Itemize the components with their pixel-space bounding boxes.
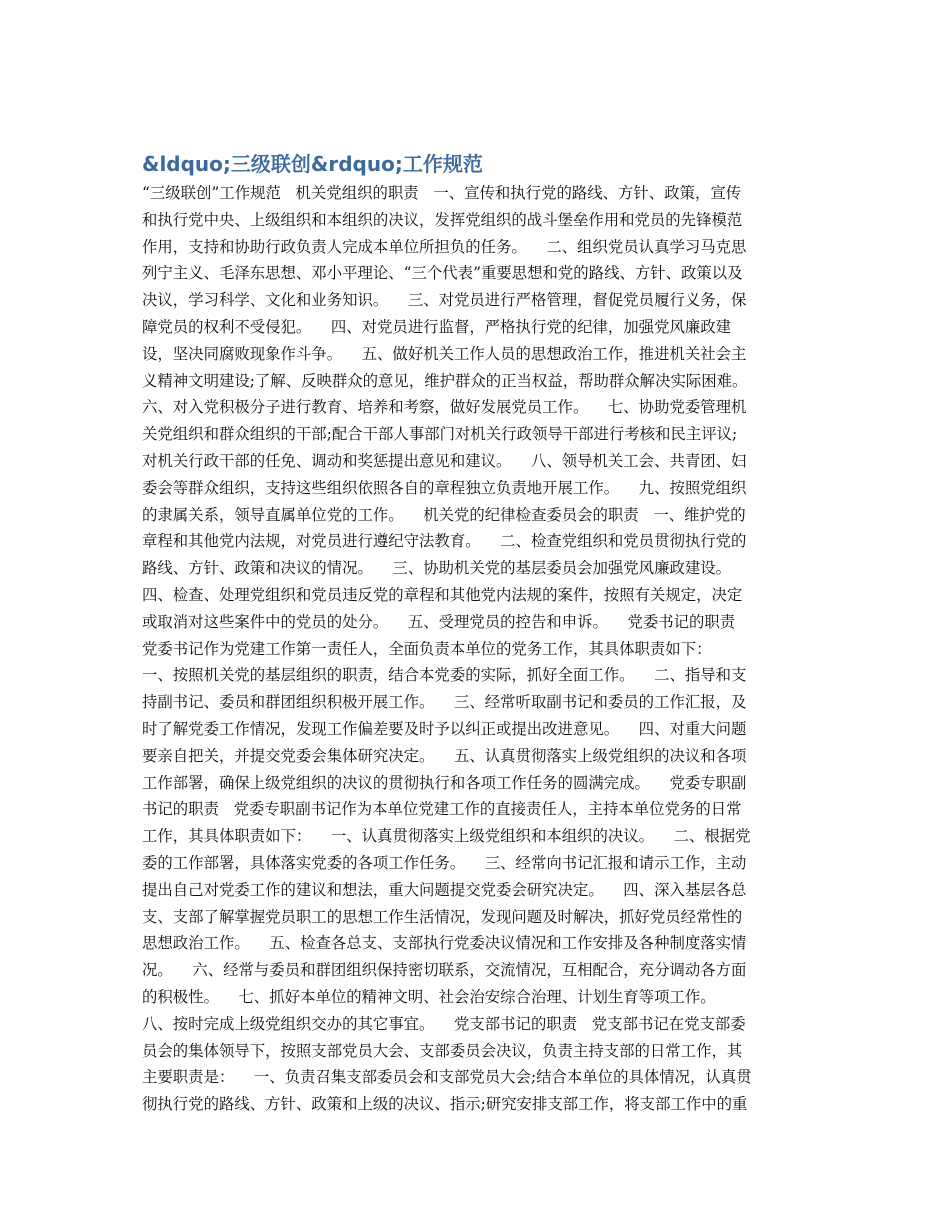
body-text-line: 义精神文明建设;了解、反映群众的意见，维护群众的正当权益，帮助群众解决实际困难。 bbox=[142, 371, 748, 390]
body-text-line: 主要职责是： 一、负责召集支部委员会和支部党员大会;结合本单位的具体情况，认真贯 bbox=[142, 1068, 752, 1087]
body-text-line: 的隶属关系，领导直属单位党的工作。 机关党的纪律检查委员会的职责 一、维护党的 bbox=[142, 505, 746, 524]
body-text-line: 工作，其具体职责如下： 一、认真贯彻落实上级党组织和本组织的决议。 二、根据党 bbox=[142, 827, 751, 846]
body-text-line: 一、按照机关党的基层组织的职责，结合本党委的实际，抓好全面工作。 二、指导和支 bbox=[142, 666, 747, 685]
body-text-line: “三级联创”工作规范 机关党组织的职责 一、宣传和执行党的路线、方针、政策，宣传 bbox=[142, 184, 742, 202]
body-text-line: 书记的职责 党委专职副书记作为本单位党建工作的直接责任人，主持本单位党务的日常 bbox=[142, 800, 742, 819]
body-text-line: 党委书记作为党建工作第一责任人，全面负责本单位的党务工作，其具体职责如下： bbox=[142, 639, 712, 658]
body-text-line: 障党员的权利不受侵犯。 四、对党员进行监督，严格执行党的纪律，加强党风廉政建 bbox=[142, 317, 732, 336]
body-text-line: 四、检查、处理党组织和党员违反党的章程和其他党内法规的案件，按照有关规定，决定 bbox=[142, 585, 743, 604]
body-text-line: 决议，学习科学、文化和业务知识。 三、对党员进行严格管理，督促党员履行义务，保 bbox=[142, 291, 747, 310]
body-text-line: 工作部署，确保上级党组织的决议的贯彻执行和各项工作任务的圆满完成。 党委专职副 bbox=[142, 773, 747, 792]
body-text-line: 作用，支持和协助行政负责人完成本单位所担负的任务。 二、组织党员认真学习马克思 bbox=[142, 237, 747, 256]
body-text-line: 彻执行党的路线、方针、政策和上级的决议、指示;研究安排支部工作，将支部工作中的重 bbox=[142, 1095, 748, 1114]
body-text-line: 委的工作部署，具体落实党委的各项工作任务。 三、经常向书记汇报和请示工作，主动 bbox=[142, 853, 747, 872]
document-body bbox=[142, 180, 822, 1118]
body-text-line: 提出自己对党委工作的建议和想法，重大问题提交党委会研究决定。 四、深入基层各总 bbox=[142, 880, 747, 899]
body-text-line: 要亲自把关，并提交党委会集体研究决定。 五、认真贯彻落实上级党组织的决议和各项 bbox=[142, 746, 747, 765]
body-text-line: 章程和其他党内法规，对党员进行遵纪守法教育。 二、检查党组织和党员贯彻执行党的 bbox=[142, 532, 747, 551]
body-text-line: 的积极性。 七、抓好本单位的精神文明、社会治安综合治理、计划生育等项工作。 bbox=[142, 987, 716, 1006]
body-text-line: 对机关行政干部的任免、调动和奖惩提出意见和建议。 八、领导机关工会、共青团、妇 bbox=[142, 451, 747, 470]
body-text-line: 八、按时完成上级党组织交办的其它事宜。 党支部书记的职责 党支部书记在党支部委 bbox=[142, 1014, 746, 1033]
body-text-line: 持副书记、委员和群团组织积极开展工作。 三、经常听取副书记和委员的工作汇报，及 bbox=[142, 693, 747, 712]
body-text-line: 时了解党委工作情况，发现工作偏差要及时予以纠正或提出改进意见。 四、对重大问题 bbox=[142, 719, 747, 738]
body-text-line: 六、对入党积极分子进行教育、培养和考察，做好发展党员工作。 七、协助党委管理机 bbox=[142, 398, 747, 417]
body-text-line: 关党组织和群众组织的干部;配合干部人事部门对机关行政领导干部进行考核和民主评议; bbox=[142, 425, 738, 444]
body-text-line: 列宁主义、毛泽东思想、邓小平理论、“三个代表”重要思想和党的路线、方针、政策以及 bbox=[142, 264, 743, 283]
document-title: &ldquo;三级联创&rdquo;工作规范 bbox=[142, 152, 483, 176]
body-text-line: 设，坚决同腐败现象作斗争。 五、做好机关工作人员的思想政治工作，推进机关社会主 bbox=[142, 344, 747, 363]
body-text-line: 委会等群众组织，支持这些组织依照各自的章程独立负责地开展工作。 九、按照党组织 bbox=[142, 478, 747, 497]
body-text-line: 支、支部了解掌握党员职工的思想工作生活情况，发现问题及时解决，抓好党员经常性的 bbox=[142, 907, 743, 926]
body-text-line: 员会的集体领导下，按照支部党员大会、支部委员会决议，负责主持支部的日常工作，其 bbox=[142, 1041, 743, 1060]
body-text-line: 路线、方针、政策和决议的情况。 三、协助机关党的基层委员会加强党风廉政建设。 bbox=[142, 559, 732, 578]
body-text-line: 和执行党中央、上级组织和本组织的决议，发挥党组织的战斗堡垒作用和党员的先锋模范 bbox=[142, 210, 743, 229]
body-text-line: 或取消对这些案件中的党员的处分。 五、受理党员的控告和申诉。 党委书记的职责 bbox=[142, 612, 736, 631]
body-text-line: 况。 六、经常与委员和群团组织保持密切联系，交流情况，互相配合，充分调动各方面 bbox=[142, 961, 747, 980]
body-text-line: 思想政治工作。 五、检查各总支、支部执行党委决议情况和工作安排及各种制度落实情 bbox=[142, 934, 747, 953]
